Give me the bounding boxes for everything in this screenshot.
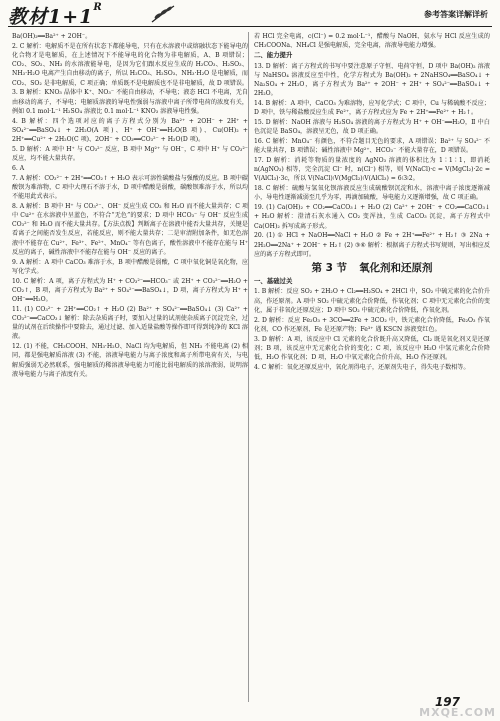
answer-paragraph: 6. A bbox=[12, 164, 25, 172]
chapter-title: 氧化剂和还原剂 bbox=[359, 262, 433, 275]
answer-paragraph: 12. (1) 不能，CH₃COOH、NH₃·H₂O、NaCl 均为电解质，但 NH₃ 不能电离 (2) 相同，都是强电解质溶液 (3) 不能，溶液导电能力与离子浓度和离子所带电荷有关，与电解质强弱无必然联系，强电解质的稀溶液导电能力可能比弱电解质的浓溶液弱，说明溶液导电能力与离子浓度有关。 bbox=[12, 343, 248, 378]
chapter-heading bbox=[254, 264, 490, 273]
answer-paragraph: Ba(OH)₂══Ba²⁺ + 2OH⁻。 bbox=[12, 33, 92, 40]
answer-paragraph: 18. C 解析：硫酸与氢氧化钡溶液反应生成硫酸钡沉淀和水，溶液中离子浓度逐渐减小，导电性逐渐减弱至几乎为零，再滴加硫酸，导电能力又逐渐增强，故 C 项正确。 bbox=[254, 185, 490, 202]
chapter-number: 第 3 节 bbox=[311, 262, 348, 275]
answer-paragraph: 20. (1) ① HCl + NaOH══NaCl + H₂O ② Fe + 2H⁺══Fe²⁺ + H₂↑ ③ 2Na + 2H₂O══2Na⁺ + 2OH⁻ + H₂↑ (2) ③⑥ 解析：根据离子方程式书写规则，写出相应反应的离子方程式即可。 bbox=[254, 232, 490, 258]
right-column-top bbox=[254, 32, 490, 50]
answer-paragraph: 17. D 解析：消耗等物质的量浓度的 AgNO₃ 溶液的体积比为 1∶1∶1，即消耗 n(AgNO₃) 相等，完全沉淀 Cl⁻ 时，n(Cl⁻) 相等，则 V(NaCl)·c = V(MgCl₂)·2c = V(AlCl₃)·3c，所以 V(NaCl)∶V(MgCl₂)∶V(AlCl₃) = 6∶3∶2。 bbox=[254, 157, 490, 183]
answer-paragraph: 若 HCl 完全电离，c(Cl⁻) = 0.2 mol·L⁻¹，醋酸与 NaOH、氨水与 HCl 反应生成的 CH₃COONa、NH₄Cl 是强电解质，完全电离，溶液导电能力增强。 bbox=[254, 33, 490, 50]
answer-paragraph: 5. D 解析：A 项中 H⁺ 与 CO₃²⁻ 反应，B 项中 Mg²⁺ 与 OH⁻，C 项中 H⁺ 与 CO₃²⁻ 反应，均不能大量共存。 bbox=[12, 145, 248, 163]
header-rule bbox=[8, 26, 492, 27]
book-logo: 教材$1+1^R$ bbox=[8, 2, 103, 28]
answer-paragraph: 4. B 解析：四个选项对应的离子方程式分别为 Ba²⁺ + 2OH⁻ + 2H⁺ + SO₄²⁻══BaSO₄↓ + 2H₂O(A 项)、H⁺ + OH⁻══H₂O(B 项)、Cu(OH)₂ + 2H⁺══Cu²⁺ + 2H₂O(C 项)、2OH⁻ + CO₂══CO₃²⁻ + H₂O(D 项)。 bbox=[12, 117, 248, 144]
answer-paragraph: 7. A 解析：CO₃²⁻ + 2H⁺══CO₂↑ + H₂O 表示可溶性碳酸盐与强酸的反应。B 项中碳酸钡为难溶物，C 项中大理石不溶于水，D 项中醋酸是弱酸，碳酸钡难溶于水，所以均不能用此式表示。 bbox=[12, 174, 248, 201]
answer-paragraph: 14. B 解析：A 项中，CaCO₃ 为难溶物，应写化学式；C 项中，Cu 与稀硫酸不反应；D 项中，铁与稀盐酸反应生成 Fe²⁺，离子方程式应为 Fe + 2H⁺══Fe²⁺ + H₂↑。 bbox=[254, 100, 490, 117]
answer-paragraph: 3. D 解析：A 项，该反应中 Cl 元素的化合价既升高又降低，Cl₂ 既是氧化剂又是还原剂；B 项，该反应中无元素化合价的变化；C 项，该反应中 H₂O 中氢元素化合价降低，H₂O 作氧化剂；D 项，H₂O 中氧元素化合价升高，H₂O 作还原剂。 bbox=[254, 335, 490, 362]
answer-paragraph: 4. C 解析：氧化还原反应中，氧化剂得电子，还原剂失电子，得失电子数相等。 bbox=[254, 363, 470, 371]
section-heading-ability: 二、能力提升 bbox=[254, 51, 293, 60]
answer-paragraph: 2. C 解析：电解质不是在所有状态下都能导电，只有在水溶液中或熔融状态下能导电的化合物才是电解质，在上述情况下不能导电的化合物为非电解质，A、B 项错误；CO₂、SO₂、NH₃ 的水溶液能导电，是因为它们跟水反应生成的 H₂CO₃、H₂SO₃、NH₃·H₂O 电离产生自由移动的离子，所以 H₂CO₃、H₂SO₃、NH₃·H₂O 是电解质，而 CO₂、SO₂ 是非电解质，C 项正确；单质既不是电解质也不是非电解质，故 D 项错误。 bbox=[12, 42, 249, 87]
section-heading-basic: 一、基础过关 bbox=[254, 277, 293, 286]
answer-paragraph: 1. B 解析：反应 SO₂ + 2H₂O + Cl₂══H₂SO₄ + 2HCl 中，SO₂ 中硫元素的化合价升高，作还原剂。A 项中 SO₂ 中硫元素化合价降低，作氧化剂；C 项中无元素化合价的变化，属于非氧化还原反应；D 项中 SO₂ 中硫元素化合价降低，作氧化剂。 bbox=[254, 288, 490, 314]
right-column bbox=[254, 32, 490, 373]
answer-paragraph: 13. D 解析：离子方程式的书写中要注意原子守恒、电荷守恒，D 项中 Ba(OH)₂ 溶液与 NaHSO₄ 溶液反应至中性，化学方程式为 Ba(OH)₂ + 2NaHSO₄══BaSO₄↓ + Na₂SO₄ + 2H₂O，离子方程式为 Ba²⁺ + 2OH⁻ + 2H⁺ + SO₄²⁻══BaSO₄↓ + 2H₂O。 bbox=[254, 62, 490, 98]
leaf-sprig-icon bbox=[150, 4, 176, 24]
answer-paragraph: 2. D 解析：反应 Fe₂O₃ + 3CO══2Fe + 3CO₂ 中，铁元素化合价降低，Fe₂O₃ 作氧化剂，CO 作还原剂，Fe 是还原产物；Fe³⁺ 遇 KSCN 溶液变红色。 bbox=[254, 316, 490, 333]
answer-paragraph: 3. B 解析：KNO₃ 晶体中 K⁺、NO₃⁻ 不能自由移动，不导电；液态 HCl 不电离，无自由移动的离子，不导电；电解质溶液的导电性强弱与溶液中离子所带电荷的浓度有关，例如 0.1 mol·L⁻¹ H₂SO₄ 溶液比 0.1 mol·L⁻¹ KNO₃ 溶液导电性强。 bbox=[12, 89, 248, 115]
answer-paragraph: 9. A 解析：A 项中 CaCO₃ 难溶于水，B 项中醋酸是弱酸，C 项中氧化铜是氧化物，应写化学式。 bbox=[12, 258, 248, 275]
right-column-middle bbox=[254, 62, 490, 259]
column-divider bbox=[248, 32, 249, 702]
answer-paragraph: 16. C 解析：MnO₄⁻ 有颜色，不符合题目无色的要求，A 项错误；Ba²⁺ 与 SO₄²⁻ 不能大量共存，B 项错误；碱性溶液中 Mg²⁺、HCO₃⁻ 不能大量存在，D 项错误。 bbox=[254, 138, 490, 155]
answer-paragraph: 11. (1) CO₃²⁻ + 2H⁺══CO₂↑ + H₂O (2) Ba²⁺ + SO₄²⁻══BaSO₄↓ (3) Ca²⁺ + CO₃²⁻══CaCO₃↓ 解析：除去杂质离子时，要加入过量的试剂使杂质离子沉淀完全，过量的试剂在后续操作中要除去，通过过滤、加入适量盐酸等操作即可得到纯净的 KCl 溶液。 bbox=[12, 305, 248, 341]
answer-paragraph: 10. C 解析：A 项，离子方程式为 H⁺ + CO₃²⁻══HCO₃⁻ 或 2H⁺ + CO₃²⁻══H₂O + CO₂↑，B 项，离子方程式为 Ba²⁺ + SO₄²⁻══BaSO₄↓，D 项，离子方程式为 H⁺ + OH⁻══H₂O。 bbox=[12, 277, 248, 304]
right-column-bottom bbox=[254, 287, 490, 372]
watermark: MXQE.COM bbox=[419, 706, 496, 719]
left-column bbox=[12, 32, 248, 380]
page-header bbox=[0, 0, 500, 28]
answer-paragraph: 19. (1) Ca(OH)₂ + CO₂══CaCO₃↓ + H₂O (2) Ca²⁺ + 2OH⁻ + CO₂══CaCO₃↓ + H₂O 解析：澄清石灰水通入 CO₂ 变浑浊，生成 CaCO₃ 沉淀，离子方程式中 Ca(OH)₂ 拆写成离子形式。 bbox=[254, 204, 490, 230]
answer-paragraph: 15. D 解析：NaOH 溶液与 H₂SO₄ 溶液的离子方程式为 H⁺ + OH⁻══H₂O，Ⅱ 中白色沉淀是 BaSO₄，溶液呈无色，故 D 项正确。 bbox=[254, 119, 490, 136]
header-title: 参考答案详解详析 bbox=[424, 10, 488, 19]
page-number: 197 bbox=[434, 695, 460, 709]
answer-paragraph: 8. A 解析：B 项中 H⁺ 与 CO₃²⁻、OH⁻ 反应生成 CO₂ 和 H₂O 而不能大量共存；C 项中 Cu²⁺ 在水溶液中呈蓝色，不符合“无色”的要求；D 项中 HCO₃⁻ 与 OH⁻ 反应生成 CO₃²⁻ 和 H₂O 而不能大量共存。【方法点拨】判断离子在溶液中能否大量共存，关键是看离子之间能否发生反应，若能反应，则不能大量共存；二是审清附加条件，如无色溶液中不能存在 Cu²⁺、Fe³⁺、Fe²⁺、MnO₄⁻ 等有色离子，酸性溶液中不能存在能与 H⁺ 反应的离子，碱性溶液中不能存在能与 OH⁻ 反应的离子。 bbox=[12, 202, 248, 256]
